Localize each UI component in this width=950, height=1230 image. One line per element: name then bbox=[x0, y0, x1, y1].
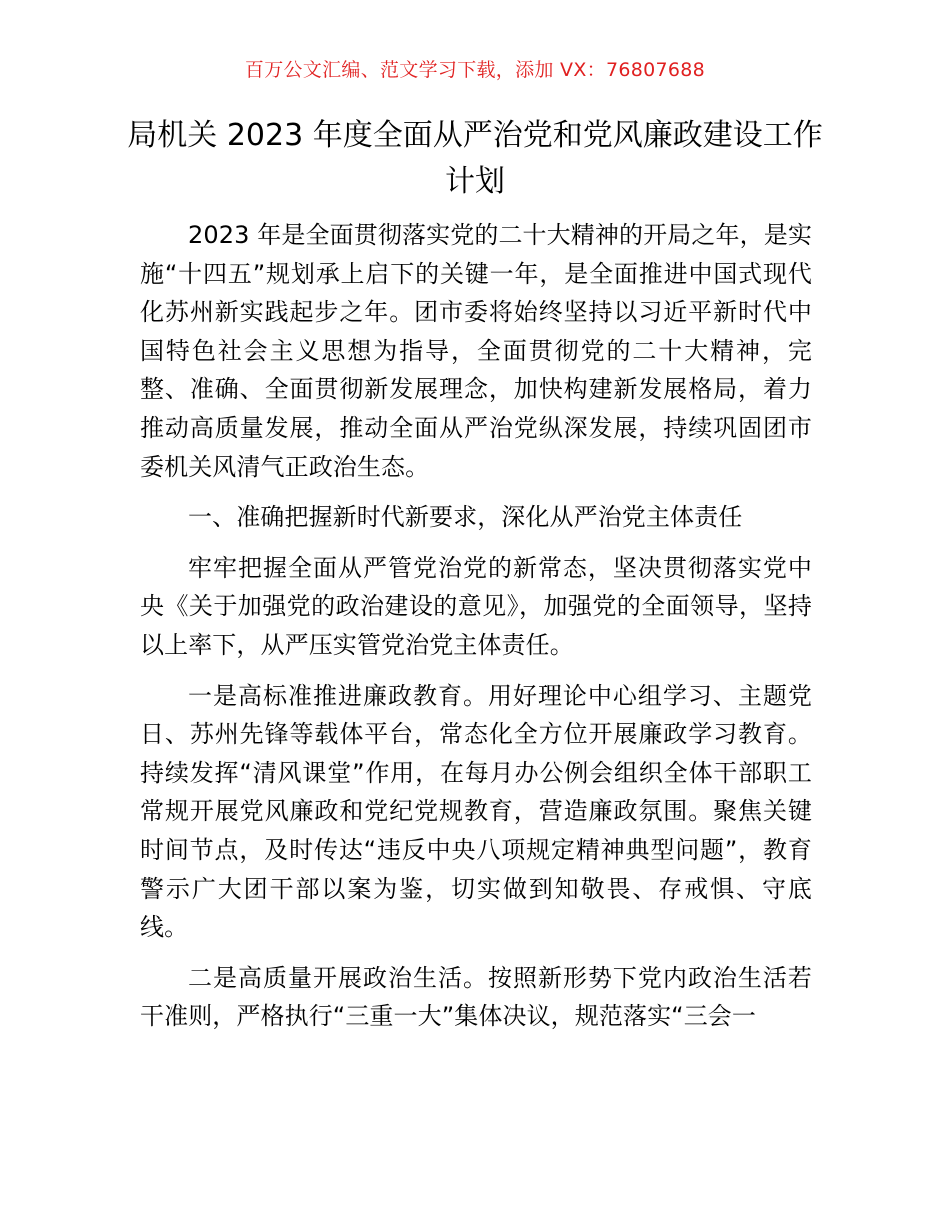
intro-paragraph: 2023 年是全面贯彻落实党的二十大精神的开局之年，是实施“十四五”规划承上启下的关键一年，是全面推进中国式现代化苏州新实践起步之年。团市委将始终坚持以习近平新时代中国特色社会主义思想为指导，全面贯彻党的二十大精神，完整、准确、全面贯彻新发展理念，加快构建新发展格局，着力推动高质量发展，推动全面从严治党纵深发展，持续巩固团市委机关风清气正政治生态。 bbox=[140, 221, 812, 481]
header-banner: 百万公文汇编、范文学习下载，添加 VX：76807688 bbox=[244, 59, 706, 81]
item-paragraph-2: 二是高质量开展政治生活。按照新形势下党内政治生活若干准则，严格执行“三重一大”集体决议，规范落实“三会一 bbox=[140, 963, 812, 1031]
document-title: 局机关 2023 年度全面从严治党和党风廉政建设工作计划 bbox=[127, 118, 823, 199]
document-body bbox=[140, 216, 812, 1048]
item-paragraph-1: 一是高标准推进廉政教育。用好理论中心组学习、主题党日、苏州先锋等载体平台，常态化全方位开展廉政学习教育。持续发挥“清风课堂”作用，在每月办公例会组织全体干部职工常规开展党风廉政和党纪党规教育，营造廉政氛围。聚焦关键时间节点，及时传达“违反中央八项规定精神典型问题”，教育警示广大团干部以案为鉴，切实做到知敬畏、存戒惧、守底线。 bbox=[140, 681, 812, 942]
section-paragraph: 牢牢把握全面从严管党治党的新常态，坚决贯彻落实党中央《关于加强党的政治建设的意见》，加强党的全面领导，坚持以上率下，从严压实管党治党主体责任。 bbox=[140, 553, 812, 659]
section-heading: 一、准确把握新时代新要求，深化从严治党主体责任 bbox=[188, 503, 743, 532]
